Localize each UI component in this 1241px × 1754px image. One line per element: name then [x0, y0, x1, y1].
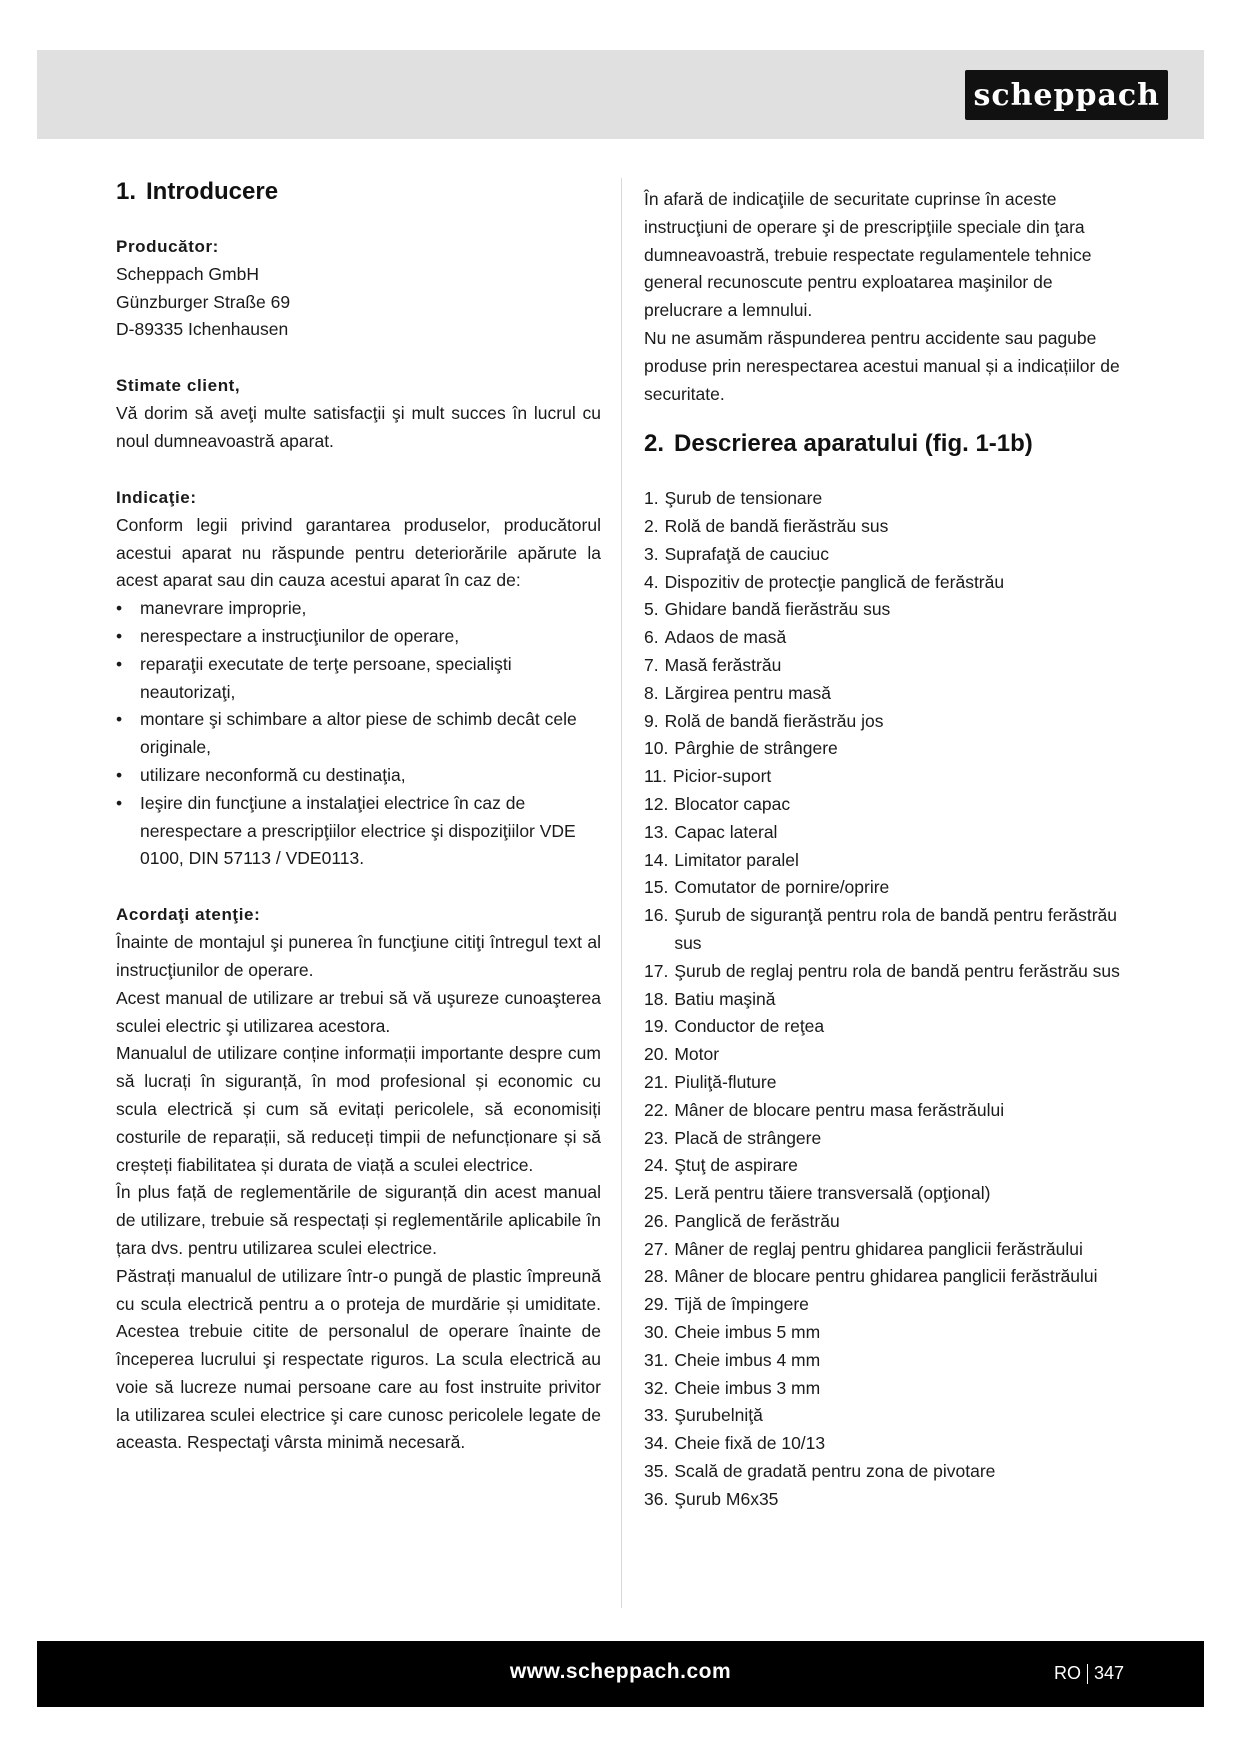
part-number: 16.	[644, 905, 669, 926]
part-label: Batiu maşină	[674, 988, 776, 1009]
safety-paragraph: Nu ne asumăm răspunderea pentru accidente sau pagube produse prin nerespectarea acestui manual și a indicațiilor de securitate.	[644, 327, 1120, 404]
list-item-text: manevrare improprie,	[140, 598, 307, 619]
list-item	[644, 1430, 1124, 1458]
scheppach-logo: scheppach	[965, 70, 1168, 120]
list-item	[644, 847, 1124, 875]
list-item	[116, 790, 601, 873]
list-item	[644, 958, 1124, 986]
list-item-text: utilizare neconformă cu destinaţia,	[140, 764, 406, 785]
part-label: Picior-suport	[673, 766, 772, 787]
part-label: Mâner de reglaj pentru ghidarea panglicii ferăstrăului	[674, 1238, 1083, 1259]
part-number: 9.	[644, 710, 659, 731]
part-label: Şurub de reglaj pentru rola de bandă pentru ferăstrău sus	[674, 960, 1120, 981]
list-item	[644, 1041, 1124, 1069]
section-title-text: Introducere	[146, 178, 279, 205]
part-label: Conductor de reţea	[674, 1016, 825, 1037]
attention-paragraph: În plus față de reglementările de siguranță din acest manual de utilizare, trebuie să respectați și reglementările aplicabile în țara dvs. pentru utilizarea sculei electrice.	[116, 1182, 601, 1258]
list-item	[644, 1069, 1124, 1097]
section-number: 2.	[644, 430, 665, 458]
part-label: Masă ferăstrău	[664, 654, 782, 675]
part-number: 26.	[644, 1210, 669, 1231]
safety-paragraph: În afară de indicaţiile de securitate cuprinse în aceste instrucţiuni de operare şi de prescripţiile speciale din ţara dumneavoastră, trebuie respectate regulamentele tehnice general recunoscute pentru exploatarea maşinilor de prelucrare a lemnului.	[644, 189, 1092, 321]
list-item	[644, 1486, 1124, 1514]
list-item	[644, 874, 1124, 902]
part-number: 7.	[644, 654, 659, 675]
right-column	[644, 186, 1124, 1514]
page-number: 347	[1093, 1663, 1124, 1683]
list-item	[644, 1236, 1124, 1264]
part-number: 36.	[644, 1488, 669, 1509]
part-label: Rolă de bandă fierăstrău sus	[664, 515, 889, 536]
list-item	[644, 485, 1124, 513]
part-number: 23.	[644, 1127, 669, 1148]
list-item	[116, 623, 601, 651]
part-number: 30.	[644, 1322, 669, 1343]
part-number: 15.	[644, 877, 669, 898]
part-number: 4.	[644, 571, 659, 592]
part-number: 2.	[644, 515, 659, 536]
attention-paragraph: Manualul de utilizare conține informații importante despre cum să lucrați în siguranță, în mod profesional și economic cu scula electrică și cum să evitați pericolele, să economisiți costurile de reparații, să reduceți timpii de nefuncționare și să creșteți fiabilitatea și durata de viață a sculei electrice.	[116, 1043, 601, 1175]
section-title-introducere	[116, 178, 601, 207]
part-number: 29.	[644, 1294, 669, 1315]
list-item-text: • reparaţii executate de terţe persoane, specialişti neautorizaţi,	[140, 653, 512, 702]
part-label: Mâner de blocare pentru masa ferăstrăului	[674, 1099, 1005, 1120]
part-label: Piuliţă-fluture	[674, 1071, 777, 1092]
attention-paragraph: Păstrați manualul de utilizare într-o pungă de plastic împreună cu scula electrică pentru a o proteja de murdărie și umiditate. Acestea trebuie citite de personalul de operare înainte de începerea lucrului şi respectate riguros. La scula electrică au voie să lucreze numai persoane care au fost instruite privitor la utilizarea sculei electrice şi care cunosc pericolele legate de aceasta. Respectaţi vârsta minimă necesară.	[116, 1265, 601, 1453]
part-number: 31.	[644, 1349, 669, 1370]
list-item	[644, 1319, 1124, 1347]
attention-paragraph: Înainte de montajul şi punerea în funcţiune citiţi întregul text al instrucţiunilor de operare.	[116, 932, 601, 980]
list-item	[644, 541, 1124, 569]
part-number: 33.	[644, 1405, 669, 1426]
list-item	[644, 1375, 1124, 1403]
part-number: 13.	[644, 821, 669, 842]
part-label: Pârghie de strângere	[674, 738, 838, 759]
list-item	[644, 513, 1124, 541]
part-label: Şurub de siguranţă pentru rola de bandă pentru ferăstrău sus	[674, 905, 1117, 953]
part-label: Limitator paralel	[674, 849, 799, 870]
part-label: Lărgirea pentru masă	[664, 682, 831, 703]
part-label: Şurub de tensionare	[664, 488, 823, 509]
list-item	[644, 1152, 1124, 1180]
part-number: 34.	[644, 1433, 669, 1454]
list-item	[644, 1347, 1124, 1375]
part-number: 32.	[644, 1377, 669, 1398]
note-label: Indicaţie:	[116, 487, 197, 507]
part-number: 1.	[644, 488, 659, 509]
part-label: Dispozitiv de protecţie panglică de ferăstrău	[664, 571, 1005, 592]
part-label: Cheie fixă de 10/13	[674, 1433, 826, 1454]
part-label: Ghidare bandă fierăstrău sus	[664, 599, 891, 620]
section-title-text: Descrierea aparatului (fig. 1-1b)	[674, 430, 1033, 458]
part-number: 35.	[644, 1461, 669, 1482]
list-item	[644, 763, 1124, 791]
part-number: 14.	[644, 849, 669, 870]
list-item	[644, 624, 1124, 652]
list-item	[644, 791, 1124, 819]
list-item	[644, 1180, 1124, 1208]
part-number: 24.	[644, 1155, 669, 1176]
list-item	[644, 1097, 1124, 1125]
part-label: Suprafaţă de cauciuc	[664, 543, 830, 564]
part-number: 28.	[644, 1266, 669, 1287]
list-item	[644, 819, 1124, 847]
list-item	[644, 1402, 1124, 1430]
part-label: Panglică de ferăstrău	[674, 1210, 840, 1231]
part-label: Ştuţ de aspirare	[674, 1155, 798, 1176]
part-label: Tijă de împingere	[674, 1294, 809, 1315]
part-label: Capac lateral	[674, 821, 778, 842]
list-item	[644, 1013, 1124, 1041]
list-item	[116, 651, 601, 707]
part-number: 10.	[644, 738, 669, 759]
producer-line: Günzburger Straße 69	[116, 291, 291, 312]
part-label: Cheie imbus 4 mm	[674, 1349, 821, 1370]
part-label: Cheie imbus 3 mm	[674, 1377, 821, 1398]
list-item	[644, 708, 1124, 736]
list-item	[644, 1263, 1124, 1291]
producer-line: D-89335 Ichenhausen	[116, 319, 289, 340]
list-item-text: • Ieşire din funcţiune a instalaţiei electrice în caz de nerespectare a prescripţiilor electrice şi dispoziţiilor VDE 0100, DIN 57113 / VDE0113.	[140, 792, 576, 869]
attention-label: Acordaţi atenţie:	[116, 905, 261, 925]
part-number: 3.	[644, 543, 659, 564]
part-number: 17.	[644, 960, 669, 981]
note-text: Conform legii privind garantarea produselor, producătorul acestui aparat nu răspunde pentru deteriorările apărute la acest aparat sau din cauza acestui aparat în caz de:	[116, 514, 601, 591]
language-code: RO	[1053, 1663, 1081, 1683]
list-item-text: nerespectare a instrucţiunilor de operare,	[140, 625, 460, 646]
client-label: Stimate client,	[116, 376, 241, 396]
part-label: Şurubelniţă	[674, 1405, 763, 1426]
list-item	[116, 595, 601, 623]
part-label: Scală de gradată pentru zona de pivotare	[674, 1461, 996, 1482]
list-item	[644, 680, 1124, 708]
list-item	[644, 1208, 1124, 1236]
part-label: Adaos de masă	[664, 627, 787, 648]
attention-paragraph: Acest manual de utilizare ar trebui să vă uşureze cunoaşterea sculei electric şi utilizarea acestora.	[116, 987, 601, 1036]
part-number: 11.	[644, 766, 668, 787]
parts-list	[644, 485, 1124, 1513]
part-number: 6.	[644, 627, 659, 648]
client-text: Vă dorim să aveţi multe satisfacţii şi mult succes în lucrul cu noul dumneavoastră aparat.	[116, 403, 601, 451]
part-label: Mâner de blocare pentru ghidarea panglicii ferăstrăului	[674, 1266, 1098, 1287]
list-item-text: • montare şi schimbare a altor piese de schimb decât cele originale,	[140, 709, 577, 758]
list-item	[644, 1458, 1124, 1486]
producer-line: Scheppach GmbH	[116, 263, 259, 284]
part-number: 18.	[644, 988, 669, 1009]
part-number: 27.	[644, 1238, 669, 1259]
part-label: Comutator de pornire/oprire	[674, 877, 890, 898]
footer-url[interactable]: www.scheppach.com	[509, 1660, 732, 1683]
list-item	[644, 596, 1124, 624]
part-label: Rolă de bandă fierăstrău jos	[664, 710, 884, 731]
list-item	[644, 652, 1124, 680]
list-item	[644, 735, 1124, 763]
part-number: 21.	[644, 1071, 669, 1092]
part-label: Blocator capac	[674, 793, 791, 814]
part-number: 20.	[644, 1044, 669, 1065]
left-column	[116, 178, 601, 1457]
part-label: Leră pentru tăiere transversală (opţional)	[674, 1183, 991, 1204]
part-number: 8.	[644, 682, 659, 703]
page-indicator	[1054, 1663, 1124, 1684]
column-divider	[621, 178, 622, 1608]
part-number: 25.	[644, 1183, 669, 1204]
list-item	[644, 1291, 1124, 1319]
part-label: Şurub M6x35	[674, 1488, 779, 1509]
list-item	[644, 1125, 1124, 1153]
footer-bar	[37, 1641, 1204, 1707]
list-item	[644, 986, 1124, 1014]
list-item	[116, 762, 601, 790]
section-title-descriere	[644, 430, 1124, 459]
separator	[1087, 1664, 1088, 1684]
part-label: Cheie imbus 5 mm	[674, 1322, 821, 1343]
part-number: 12.	[644, 793, 669, 814]
part-number: 22.	[644, 1099, 669, 1120]
part-label: Motor	[674, 1044, 720, 1065]
list-item	[644, 902, 1124, 958]
section-number: 1.	[116, 178, 137, 205]
part-number: 19.	[644, 1016, 669, 1037]
part-label: Placă de strângere	[674, 1127, 822, 1148]
note-bullet-list	[116, 595, 601, 873]
list-item	[644, 569, 1124, 597]
header-band	[37, 50, 1204, 139]
part-number: 5.	[644, 599, 659, 620]
list-item	[116, 706, 601, 762]
producer-label: Producător:	[116, 236, 219, 256]
